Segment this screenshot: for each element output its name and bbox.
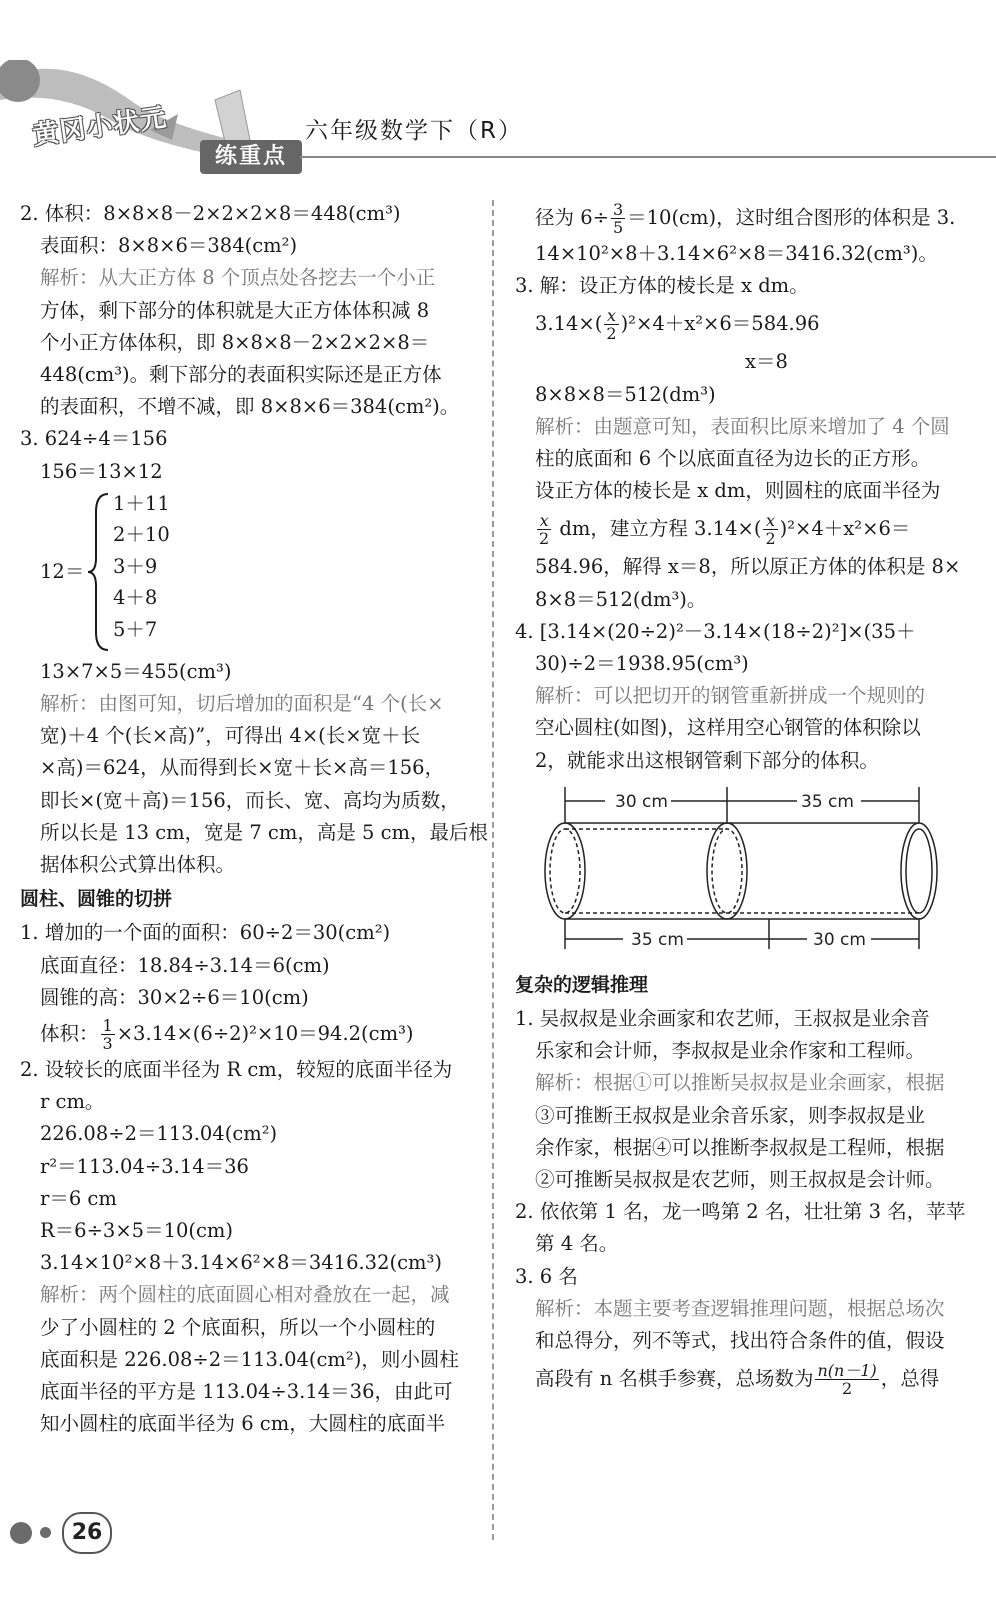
analysis-line: 余作家，根据④可以推断李叔叔是工程师，根据 <box>535 1135 945 1159</box>
page-header <box>0 0 996 180</box>
brace-item: 4＋8 <box>113 586 158 610</box>
brace-item: 1＋11 <box>113 491 170 515</box>
analysis-line: ②可推断吴叔叔是农艺师，则王叔叔是会计师。 <box>535 1168 945 1192</box>
answer-line: 3.14×10²×8＋3.14×6²×8＝3416.32(cm³) <box>40 1251 442 1275</box>
section-heading: 复杂的逻辑推理 <box>515 973 649 996</box>
analysis-line: 据体积公式算出体积。 <box>40 853 236 877</box>
analysis-line: 448(cm³)。剩下部分的表面积实际还是正方体 <box>40 363 442 387</box>
analysis-line: ③可推断王叔叔是业余音乐家，则李叔叔是业 <box>535 1103 926 1127</box>
answer-line: 156＝13×12 <box>40 459 163 483</box>
analysis-line: 解析：从大正方体 8 个顶点处各挖去一个小正 <box>40 266 436 290</box>
analysis-line: 解析：两个圆柱的底面圆心相对叠放在一起，减 <box>40 1283 450 1307</box>
bullet-dot-icon <box>10 1522 32 1544</box>
analysis-line: 空心圆柱(如图)，这样用空心钢管的体积除以 <box>535 716 921 740</box>
analysis-line: 底面半径的平方是 113.04÷3.14＝36，由此可 <box>40 1380 453 1404</box>
analysis-line: $\frac{x}{2}$ dm，建立方程 3.14×( $\frac{x}{2}$ )²×4＋x²×6＝ <box>539 511 911 549</box>
analysis-line: 解析：可以把切开的钢管重新拼成一个规则的 <box>535 684 926 708</box>
dim-label: 30 cm <box>813 929 866 950</box>
column-divider <box>492 200 494 1540</box>
answer-line: 乐家和会计师，李叔叔是业余作家和工程师。 <box>535 1039 926 1063</box>
left-column <box>20 198 489 1441</box>
analysis-line: 底面积是 226.08÷2＝113.04(cm²)，则小圆柱 <box>40 1347 459 1371</box>
analysis-line: 知小圆柱的底面半径为 6 cm，大圆柱的底面半 <box>40 1412 446 1436</box>
section-tag: 练重点 <box>200 140 302 174</box>
answer-line: 1. 吴叔叔是业余画家和农艺师，王叔叔是业余音 <box>515 1007 930 1031</box>
bullet-dot-icon <box>40 1527 51 1538</box>
brace-items <box>113 488 170 646</box>
answer-line: 30)÷2＝1938.95(cm³) <box>535 652 749 676</box>
page-number: 26 <box>62 1512 112 1554</box>
brace-label: 12＝ <box>40 559 85 583</box>
analysis-line: 8×8＝512(dm³)。 <box>535 587 707 611</box>
analysis-line: 解析：本题主要考查逻辑推理问题，根据总场次 <box>535 1296 945 1320</box>
analysis-line: 柱的底面和 6 个以底面直径为边长的正方形。 <box>535 447 931 471</box>
fraction: $\frac{1}{3}$ <box>102 1016 113 1054</box>
analysis-line: 和总得分，列不等式，找出符合条件的值，假设 <box>535 1329 945 1353</box>
answer-line: 3. 6 名 <box>515 1264 578 1288</box>
answer-line: 8×8×8＝512(dm³) <box>535 382 716 406</box>
answer-line: 13×7×5＝455(cm³) <box>40 659 232 683</box>
dim-label: 35 cm <box>631 929 684 950</box>
hollow-pipe-figure <box>535 783 955 963</box>
brace-decomposition <box>20 488 475 656</box>
analysis-line: 个小正方体体积，即 8×8×8－2×2×2×8＝ <box>40 330 430 354</box>
analysis-line: 即长×(宽＋高)＝156，而长、宽、高均为质数， <box>40 788 460 812</box>
answer-line: 3. 解：设正方体的棱长是 x dm。 <box>515 274 809 298</box>
fraction: $\frac{3}{5}$ <box>612 200 624 237</box>
book-title: 六年级数学下（R） <box>305 118 523 144</box>
analysis-line: 解析：根据①可以推断吴叔叔是业余画家，根据 <box>535 1071 945 1095</box>
analysis-line: 584.96，解得 x＝8，所以原正方体的体积是 8× <box>535 555 961 579</box>
answer-line: 2. 设较长的底面半径为 R cm，较短的底面半径为 <box>20 1058 453 1082</box>
analysis-line: 设正方体的棱长是 x dm，则圆柱的底面半径为 <box>535 479 941 503</box>
answer-line: 1. 增加的一个面的面积：60÷2＝30(cm²) <box>20 921 391 945</box>
analysis-line: 方体，剩下部分的体积就是大正方体体积减 8 <box>40 298 430 322</box>
brace-item: 3＋9 <box>113 554 158 578</box>
answer-line: 4. [3.14×(20÷2)²－3.14×(18÷2)²]×(35＋ <box>515 619 916 643</box>
fraction: $\frac{n(n-1)}{2}$ <box>817 1361 877 1399</box>
dim-label: 30 cm <box>615 791 668 812</box>
answer-line: 径为 6÷ $\frac{3}{5}$ ＝10(cm)，这时组合图形的体积是 3. <box>535 200 956 237</box>
analysis-line: 少了小圆柱的 2 个底面积，所以一个小圆柱的 <box>40 1315 436 1339</box>
answer-line: 2. 体积：8×8×8－2×2×2×8＝448(cm³) <box>20 202 401 225</box>
answer-line: 2. 依依第 1 名，龙一鸣第 2 名，壮壮第 3 名，苹苹 <box>515 1200 966 1224</box>
answer-line: 14×10²×8＋3.14×6²×8＝3416.32(cm³)。 <box>535 242 938 265</box>
header-rule <box>300 156 996 158</box>
answer-line: 3.14×( $\frac{x}{2}$ )²×4＋x²×6＝584.96 <box>535 306 820 344</box>
fraction: $\frac{x}{2}$ <box>539 511 550 549</box>
answer-line: 底面直径：18.84÷3.14＝6(cm) <box>40 953 330 977</box>
answer-line: 第 4 名。 <box>535 1232 619 1256</box>
analysis-line: 解析：由题意可知，表面积比原来增加了 4 个圆 <box>535 414 950 438</box>
analysis-line: 所以长是 13 cm，宽是 7 cm，高是 5 cm，最后根 <box>40 820 489 844</box>
answer-line: r²＝113.04÷3.14＝36 <box>40 1154 249 1178</box>
brace-item: 2＋10 <box>113 523 170 547</box>
answer-line: 圆锥的高：30×2÷6＝10(cm) <box>40 985 309 1009</box>
answer-line: x＝8 <box>745 350 788 374</box>
analysis-line: ×高)＝624，从而得到长×宽＋长×高＝156， <box>40 756 445 780</box>
analysis-line: 宽)＋4 个(长×高)”，可得出 4×(长×宽＋长 <box>40 724 421 748</box>
hollow-pipe-diagram <box>535 783 955 963</box>
fraction: $\frac{x}{2}$ <box>765 511 776 549</box>
answer-line: 表面积：8×8×6＝384(cm²) <box>40 234 298 258</box>
left-brace-icon <box>88 492 112 652</box>
dim-label: 35 cm <box>801 791 854 812</box>
answer-line: r＝6 cm <box>40 1186 117 1210</box>
analysis-line: 解析：由图可知，切后增加的面积是“4 个(长× <box>40 692 444 716</box>
fraction: $\frac{x}{2}$ <box>606 306 617 344</box>
right-column <box>515 198 966 1401</box>
answer-line: 3. 624÷4＝156 <box>20 427 168 451</box>
answer-line: R＝6÷3×5＝10(cm) <box>40 1219 234 1243</box>
analysis-line: 高段有 n 名棋手参赛，总场数为 $\frac{n(n-1)}{2}$ ，总得 <box>535 1361 940 1399</box>
brace-item: 5＋7 <box>113 617 158 641</box>
analysis-line: 2，就能求出这根钢管剩下部分的体积。 <box>535 748 879 772</box>
answer-line: 体积： $\frac{1}{3}$ ×3.14×(6÷2)²×10＝94.2(cm³) <box>40 1016 414 1054</box>
section-heading: 圆柱、圆锥的切拼 <box>20 888 173 911</box>
analysis-line: 的表面积，不增不减，即 8×8×6＝384(cm²)。 <box>40 395 460 419</box>
answer-line: 226.08÷2＝113.04(cm²) <box>40 1122 278 1146</box>
brand-logo-text: 黄冈小状元 <box>30 102 169 152</box>
answer-line: r cm。 <box>40 1090 105 1114</box>
